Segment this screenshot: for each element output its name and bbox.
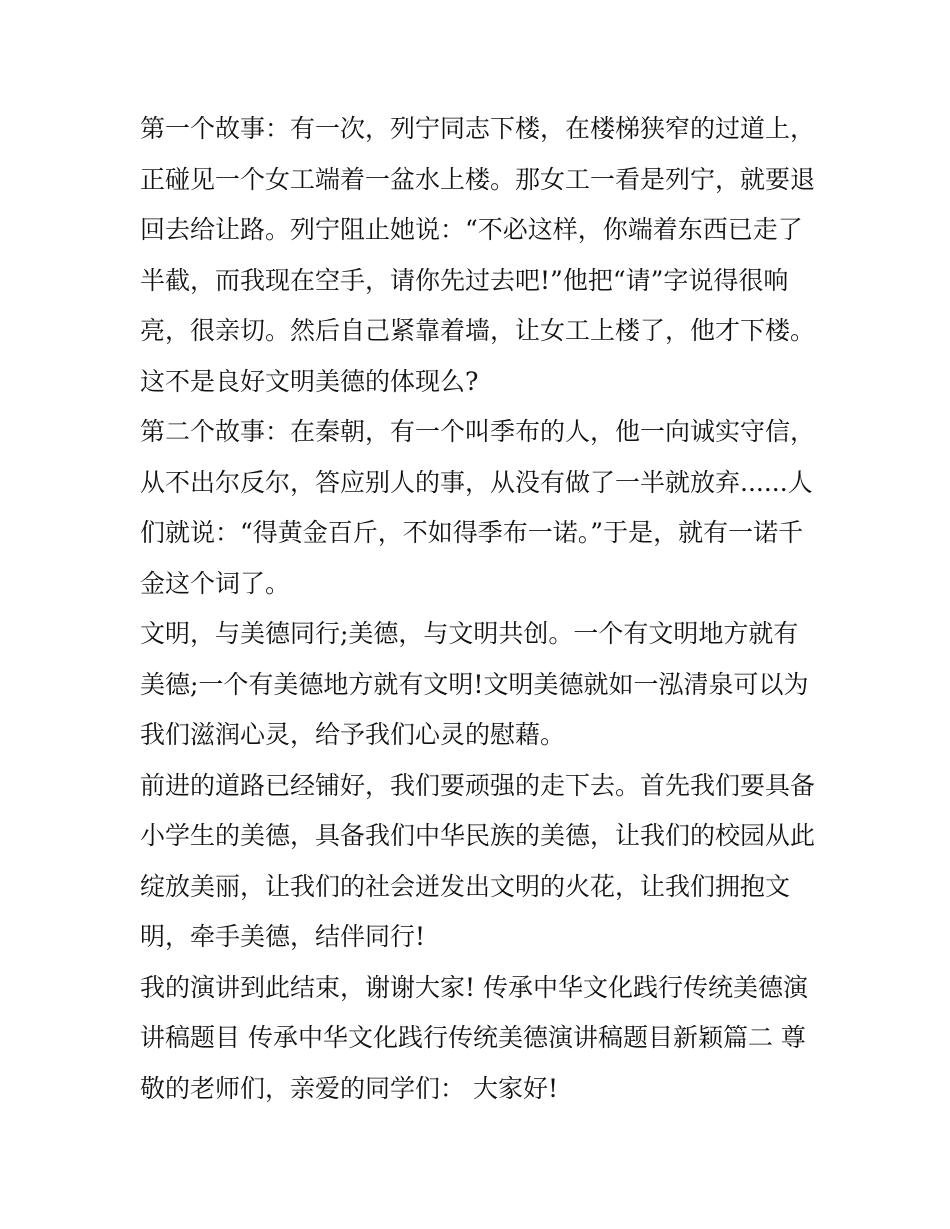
text-line-15: 小学生的美德，具备我们中华民族的美德，让我们的校园从此	[140, 821, 816, 850]
text-line-7: 第二个故事：在秦朝，有一个叫季布的人，他一向诚实守信，	[140, 417, 816, 446]
text-line-3: 回去给让路。列宁阻止她说：“不必这样，你端着东西已走了	[140, 215, 803, 244]
text-line-14: 前进的道路已经铺好，我们要顽强的走下去。首先我们要具备	[140, 770, 816, 800]
text-line-13: 我们滋润心灵，给予我们心灵的慰藉。	[140, 720, 566, 749]
text-line-19: 讲稿题目 传承中华文化践行传统美德演讲稿题目新颖篇二 尊	[140, 1023, 806, 1052]
text-line-18: 我的演讲到此结束，谢谢大家! 传承中华文化践行传统美德演	[140, 972, 808, 1002]
text-line-9: 们就说：“得黄金百斤，不如得季布一诺。”于是，就有一诺千	[140, 518, 804, 547]
text-line-10: 金这个词了。	[140, 568, 291, 598]
text-line-1: 第一个故事：有一次，列宁同志下楼，在楼梯狭窄的过道上，	[140, 114, 816, 143]
document-body	[140, 104, 816, 1114]
text-line-20: 敬的老师们，亲爱的同学们： 大家好!	[140, 1073, 558, 1103]
text-line-11: 文明，与美德同行;美德，与文明共创。一个有文明地方就有	[140, 619, 799, 648]
text-line-2: 正碰见一个女工端着一盆水上楼。那女工一看是列宁，就要退	[140, 164, 816, 194]
text-line-4: 半截，而我现在空手，请你先过去吧!”他把“请”字说得很响	[140, 265, 789, 295]
text-line-5: 亮，很亲切。然后自己紧靠着墙，让女工上楼了，他才下楼。	[140, 316, 816, 345]
text-line-6: 这不是良好文明美德的体现么?	[140, 366, 479, 396]
text-line-8: 从不出尔反尔，答应别人的事，从没有做了一半就放弃......人	[140, 467, 813, 497]
text-line-12: 美德;一个有美德地方就有文明!文明美德就如一泓清泉可以为	[140, 669, 809, 699]
text-line-16: 绽放美丽，让我们的社会迸发出文明的火花，让我们拥抱文	[140, 871, 791, 901]
text-line-17: 明，牵手美德，结伴同行!	[140, 922, 426, 951]
